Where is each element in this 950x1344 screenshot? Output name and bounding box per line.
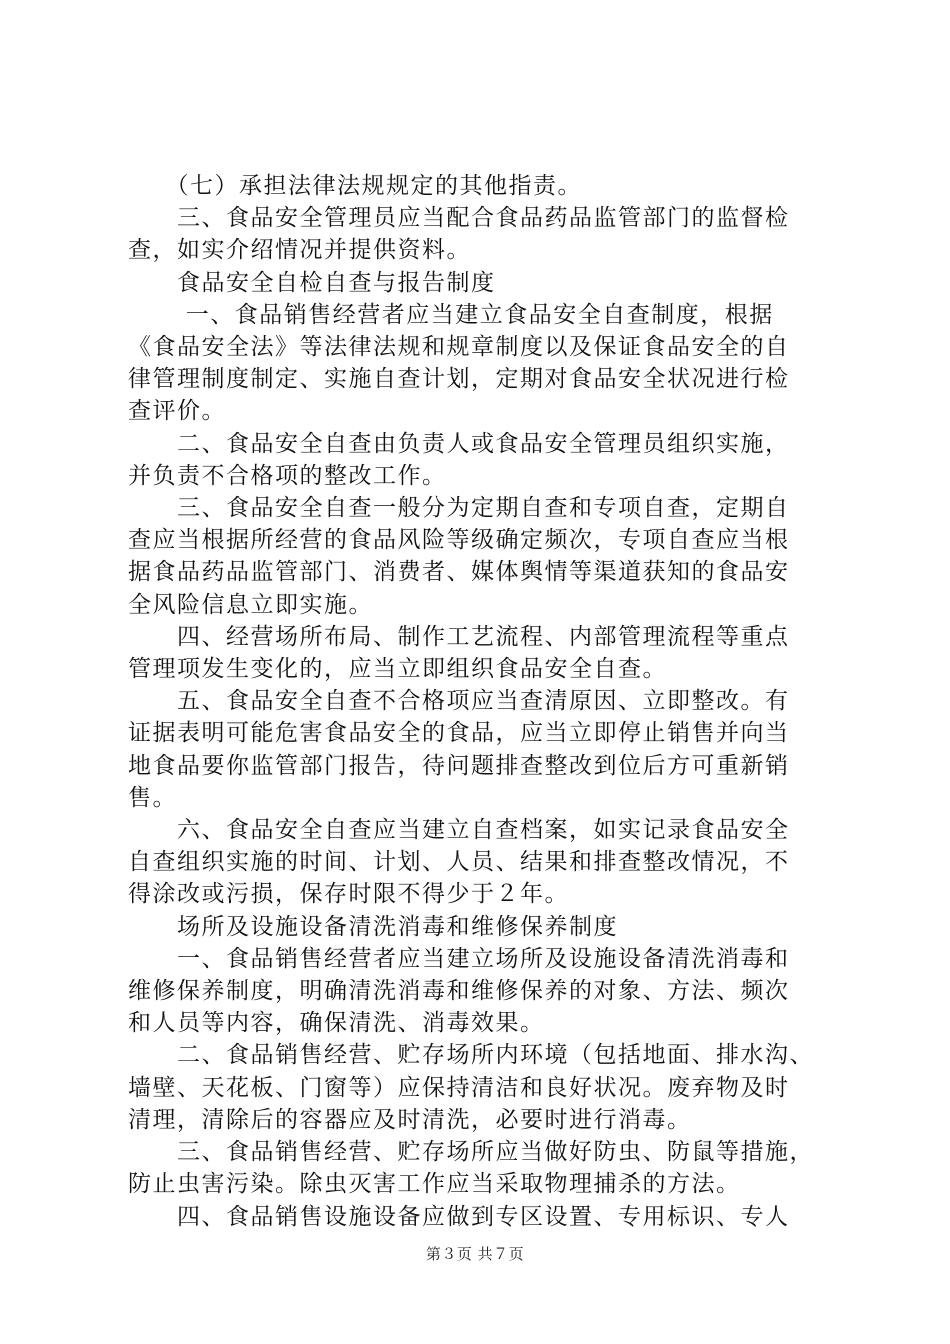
text-line: 清理，清除后的容器应及时清洗，必要时进行消毒。	[128, 1106, 692, 1133]
text-line: 二、食品销售经营、贮存场所内环境（包括地面、排水沟、	[128, 1042, 814, 1069]
text-line: 《食品安全法》等法律法规和规章制度以及保证食品安全的自	[128, 334, 790, 361]
text-line: 并负责不合格项的整改工作。	[128, 462, 447, 489]
text-line: 自查组织实施的时间、计划、人员、结果和排查整改情况，不	[128, 849, 790, 876]
text-line: 三、食品销售经营、贮存场所应当做好防虫、防鼠等措施，	[128, 1139, 814, 1166]
text-line: 防止虫害污染。除虫灭害工作应当采取物理捕杀的方法。	[128, 1171, 741, 1198]
text-line: 管理项发生变化的，应当立即组织食品安全自查。	[128, 656, 667, 683]
text-line: 三、食品安全自查一般分为定期自查和专项自查，定期自	[128, 495, 790, 522]
text-line: 证据表明可能危害食品安全的食品，应当立即停止销售并向当	[128, 720, 790, 747]
text-line: 售。	[128, 784, 177, 811]
page-number-label: 第３页 共７页	[425, 1245, 525, 1263]
text-line: 和人员等内容，确保清洗、消毒效果。	[128, 1010, 545, 1037]
text-line: 二、食品安全自查由负责人或食品安全管理员组织实施，	[128, 430, 790, 457]
text-line: 一、食品销售经营者应当建立食品安全自查制度，根据	[128, 301, 774, 328]
text-line: 维修保养制度，明确清洗消毒和维修保养的对象、方法、频次	[128, 978, 790, 1005]
text-line: 全风险信息立即实施。	[128, 591, 373, 618]
page-footer	[0, 1244, 950, 1264]
text-line: 查应当根据所经营的食品风险等级确定频次，专项自查应当根	[128, 527, 790, 554]
text-line: 六、食品安全自查应当建立自查档案，如实记录食品安全	[128, 817, 790, 844]
text-line: 得涂改或污损，保存时限不得少于２年。	[128, 881, 569, 908]
text-line: 一、食品销售经营者应当建立场所及设施设备清洗消毒和	[128, 945, 790, 972]
text-line: 四、经营场所布局、制作工艺流程、内部管理流程等重点	[128, 623, 790, 650]
text-line: 律管理制度制定、实施自查计划，定期对食品安全状况进行检	[128, 366, 790, 393]
text-line: 查，如实介绍情况并提供资料。	[128, 237, 471, 264]
text-line: 三、食品安全管理员应当配合食品药品监管部门的监督检	[128, 205, 790, 232]
text-line: 地食品要你监管部门报告，待问题排查整改到位后方可重新销	[128, 752, 790, 779]
document-body	[128, 170, 828, 1233]
text-line: （七）承担法律法规规定的其他指责。	[128, 173, 582, 199]
text-line: 场所及设施设备清洗消毒和维修保养制度	[128, 913, 618, 940]
text-line: 墙壁、天花板、门窗等）应保持清洁和良好状况。废弃物及时	[128, 1074, 790, 1101]
text-line: 食品安全自检自查与报告制度	[128, 269, 496, 296]
text-line: 查评价。	[128, 398, 226, 425]
text-line: 四、食品销售设施设备应做到专区设置、专用标识、专人	[128, 1203, 790, 1230]
text-line: 据食品药品监管部门、消费者、媒体舆情等渠道获知的食品安	[128, 559, 790, 586]
text-line: 五、食品安全自查不合格项应当查清原因、立即整改。有	[128, 688, 790, 715]
